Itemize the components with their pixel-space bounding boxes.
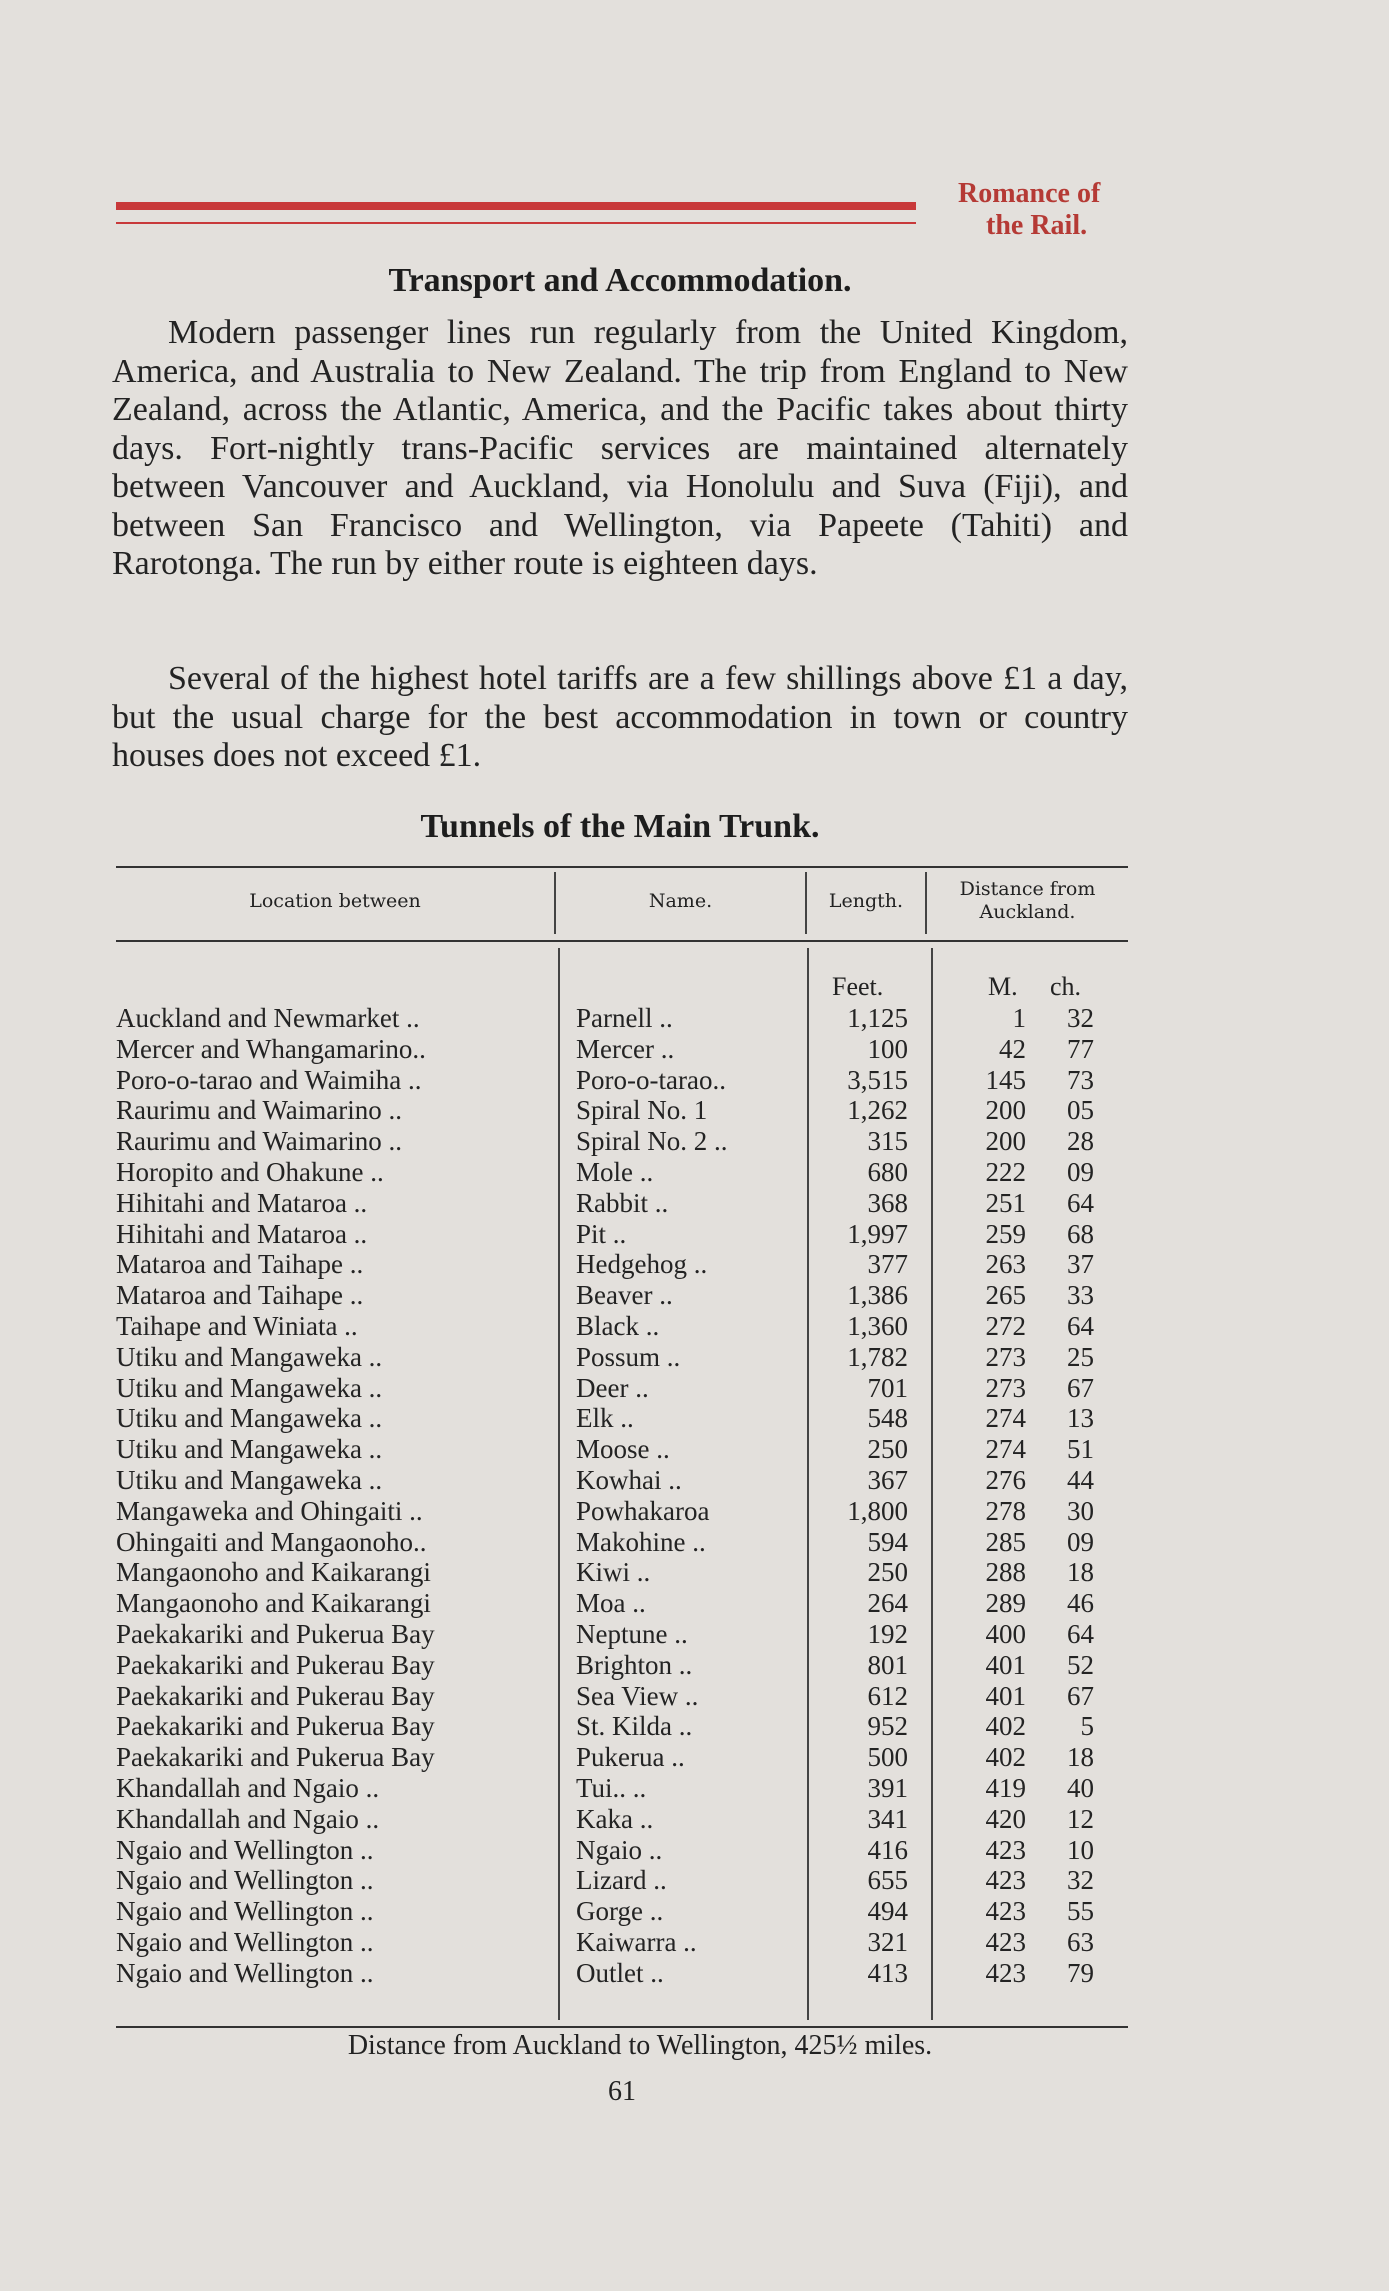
cell-miles: 423: [985, 1957, 1026, 1988]
cell-length: 548: [867, 1403, 908, 1434]
cell-chains: 5: [1080, 1711, 1094, 1742]
cell-location: Taihape and Winiata ..: [116, 1311, 358, 1341]
table-row: [0, 1927, 1389, 1958]
cell-chains: 67: [1067, 1680, 1094, 1711]
cell-name: Poro-o-tarao..: [576, 1064, 726, 1095]
cell-name: Neptune ..: [576, 1619, 688, 1649]
table-row: [0, 1126, 1389, 1157]
table-row: [0, 1496, 1389, 1527]
cell-name: Makohine ..: [576, 1526, 706, 1557]
cell-length: 952: [867, 1711, 908, 1742]
cell-location: Poro-o-tarao and Waimiha ..: [116, 1064, 422, 1095]
cell-length: 801: [867, 1649, 908, 1680]
column-header-distance-line2: Auckland.: [979, 901, 1076, 923]
cell-location: Paekakariki and Pukerau Bay: [116, 1649, 435, 1680]
cell-length: 494: [867, 1896, 908, 1927]
table-row: [0, 1157, 1389, 1188]
cell-location: Ngaio and Wellington ..: [116, 1927, 374, 1957]
column-header-location: Location between: [249, 890, 421, 912]
table-row: [0, 1804, 1389, 1835]
table-row: [0, 1065, 1389, 1096]
table-row: [0, 1342, 1389, 1373]
cell-length: 680: [867, 1157, 908, 1187]
cell-miles: 423: [985, 1896, 1026, 1927]
cell-miles: 288: [985, 1557, 1026, 1588]
cell-chains: 13: [1067, 1403, 1094, 1434]
paragraph-hotels-text: Several of the highest hotel tariffs are a few shillings above £1 a day, but the usual charge for the best accommodation in town or country houses does not exceed £1.: [112, 660, 1128, 774]
cell-location: Raurimu and Waimarino ..: [116, 1126, 403, 1157]
table-row: [0, 1958, 1389, 1989]
cell-miles: 251: [985, 1187, 1026, 1218]
table-row: [0, 1619, 1389, 1650]
cell-name: Beaver ..: [576, 1280, 673, 1311]
paragraph-transport-text: Modern passenger lines run regularly from the United Kingdom, America, and Australia to New Zealand. The trip from England to New Zealand, across the Atlantic, America, and the Pacific takes about thirty days. Fort-nightly trans-Pacific services are maintained alternately between Vancouver and Auckland, via Honolulu and Suva (Fiji), and between San Francisco and Wellington, via Papeete (Tahiti) and Rarotonga. The run by either route is eighteen days.: [112, 314, 1128, 582]
cell-chains: 32: [1067, 1865, 1094, 1896]
cell-length: 655: [867, 1865, 908, 1896]
cell-miles: 276: [985, 1465, 1026, 1495]
cell-length: 594: [867, 1526, 908, 1557]
cell-chains: 09: [1067, 1526, 1094, 1557]
cell-location: Hihitahi and Mataroa ..: [116, 1218, 368, 1249]
cell-name: Gorge ..: [576, 1896, 664, 1927]
cell-miles: 289: [985, 1588, 1026, 1619]
cell-name: Pit ..: [576, 1218, 627, 1249]
cell-location: Paekakariki and Pukerau Bay: [116, 1680, 435, 1711]
cell-length: 612: [867, 1680, 908, 1711]
cell-miles: 200: [985, 1126, 1026, 1157]
table-row: [0, 1557, 1389, 1588]
table-row: [0, 1465, 1389, 1496]
table-row: [0, 1773, 1389, 1804]
table-row: [0, 1434, 1389, 1465]
cell-miles: 400: [985, 1619, 1026, 1649]
table-rule-top: [116, 866, 1128, 868]
cell-length: 500: [867, 1742, 908, 1773]
table-row: [0, 1650, 1389, 1681]
cell-length: 701: [867, 1372, 908, 1403]
cell-chains: 52: [1067, 1649, 1094, 1680]
cell-length: 250: [867, 1557, 908, 1588]
cell-miles: 274: [985, 1434, 1026, 1465]
header-rule-thick: [116, 202, 916, 210]
section-title-tunnels: Tunnels of the Main Trunk.: [420, 808, 820, 845]
cell-chains: 55: [1067, 1896, 1094, 1927]
cell-name: Elk ..: [576, 1403, 634, 1434]
cell-chains: 37: [1067, 1249, 1094, 1280]
table-row: [0, 1311, 1389, 1342]
cell-name: Parnell ..: [576, 1003, 673, 1033]
unit-chains: ch.: [1050, 972, 1082, 1001]
cell-miles: 273: [985, 1341, 1026, 1372]
cell-name: Pukerua ..: [576, 1742, 685, 1773]
cell-name: Moose ..: [576, 1434, 670, 1465]
cell-length: 100: [867, 1033, 908, 1064]
cell-name: Deer ..: [576, 1372, 649, 1403]
cell-chains: 79: [1067, 1957, 1094, 1988]
footer-note: Distance from Auckland to Wellington, 425½ miles.: [347, 2030, 933, 2061]
cell-length: 341: [867, 1803, 908, 1834]
cell-chains: 51: [1067, 1434, 1094, 1465]
cell-length: 192: [867, 1619, 908, 1649]
cell-length: 315: [867, 1126, 908, 1157]
running-head-line2: the Rail.: [986, 210, 1088, 241]
cell-name: Powhakaroa: [576, 1495, 710, 1526]
cell-miles: 401: [985, 1680, 1026, 1711]
cell-name: Rabbit ..: [576, 1187, 669, 1218]
cell-location: Ngaio and Wellington ..: [116, 1957, 374, 1988]
cell-miles: 285: [985, 1526, 1026, 1557]
table-row: [0, 1373, 1389, 1404]
cell-location: Horopito and Ohakune ..: [116, 1157, 384, 1187]
cell-length: 413: [867, 1957, 908, 1988]
cell-chains: 64: [1067, 1619, 1094, 1649]
table-row: [0, 1188, 1389, 1219]
cell-location: Mangaweka and Ohingaiti ..: [116, 1495, 423, 1526]
cell-name: Kiwi ..: [576, 1557, 651, 1588]
cell-miles: 402: [985, 1711, 1026, 1742]
cell-chains: 05: [1067, 1095, 1094, 1126]
cell-name: Spiral No. 2 ..: [576, 1126, 728, 1157]
cell-name: Possum ..: [576, 1341, 681, 1372]
cell-miles: 401: [985, 1649, 1026, 1680]
cell-miles: 263: [985, 1249, 1026, 1280]
cell-miles: 259: [985, 1218, 1026, 1249]
cell-name: Lizard ..: [576, 1865, 667, 1896]
cell-miles: 402: [985, 1742, 1026, 1773]
cell-name: Outlet ..: [576, 1957, 664, 1988]
running-head-line1: Romance of: [958, 178, 1101, 209]
cell-location: Utiku and Mangaweka ..: [116, 1372, 383, 1403]
cell-location: Mangaonoho and Kaikarangi: [116, 1557, 431, 1588]
cell-chains: 63: [1067, 1927, 1094, 1957]
cell-chains: 67: [1067, 1372, 1094, 1403]
cell-location: Utiku and Mangaweka ..: [116, 1403, 383, 1434]
cell-miles: 222: [985, 1157, 1026, 1187]
paragraph-hotels: [112, 660, 1128, 776]
column-header-length: Length.: [828, 890, 904, 912]
cell-chains: 09: [1067, 1157, 1094, 1187]
cell-length: 1,782: [847, 1341, 908, 1372]
paragraph-transport: [112, 314, 1128, 584]
cell-name: Sea View ..: [576, 1680, 699, 1711]
cell-miles: 423: [985, 1834, 1026, 1865]
cell-location: Hihitahi and Mataroa ..: [116, 1187, 368, 1218]
cell-chains: 64: [1067, 1187, 1094, 1218]
cell-chains: 18: [1067, 1557, 1094, 1588]
cell-length: 391: [867, 1773, 908, 1803]
cell-location: Khandallah and Ngaio ..: [116, 1803, 380, 1834]
header-rule-thin: [116, 222, 916, 224]
cell-name: Kaka ..: [576, 1803, 654, 1834]
cell-length: 264: [867, 1588, 908, 1619]
cell-length: 1,800: [847, 1495, 908, 1526]
table-row: [0, 1865, 1389, 1896]
cell-location: Ngaio and Wellington ..: [116, 1896, 374, 1927]
cell-location: Mercer and Whangamarino..: [116, 1033, 426, 1064]
cell-miles: 200: [985, 1095, 1026, 1126]
cell-location: Paekakariki and Pukerua Bay: [116, 1742, 435, 1773]
cell-chains: 10: [1067, 1834, 1094, 1865]
cell-location: Ohingaiti and Mangaonoho..: [116, 1526, 427, 1557]
cell-name: Kaiwarra ..: [576, 1927, 697, 1957]
table-row: [0, 1249, 1389, 1280]
table-row: [0, 1219, 1389, 1250]
column-header-name: Name.: [648, 890, 713, 912]
cell-miles: 42: [999, 1033, 1026, 1064]
cell-location: Utiku and Mangaweka ..: [116, 1434, 383, 1465]
cell-chains: 77: [1067, 1033, 1094, 1064]
table-row: [0, 1711, 1389, 1742]
cell-length: 367: [867, 1465, 908, 1495]
cell-name: Ngaio ..: [576, 1834, 663, 1865]
cell-length: 1,125: [847, 1003, 908, 1033]
cell-chains: 12: [1067, 1803, 1094, 1834]
cell-miles: 272: [985, 1311, 1026, 1341]
cell-location: Ngaio and Wellington ..: [116, 1834, 374, 1865]
table-row: [0, 1742, 1389, 1773]
cell-location: Mangaonoho and Kaikarangi: [116, 1588, 431, 1619]
cell-chains: 18: [1067, 1742, 1094, 1773]
running-head: [958, 178, 1100, 242]
cell-chains: 32: [1067, 1003, 1094, 1033]
table-row: [0, 1034, 1389, 1065]
cell-chains: 44: [1067, 1465, 1094, 1495]
cell-length: 250: [867, 1434, 908, 1465]
table-row: [0, 1280, 1389, 1311]
unit-feet: Feet.: [832, 972, 884, 1001]
cell-name: Tui.. ..: [576, 1773, 647, 1803]
cell-location: Khandallah and Ngaio ..: [116, 1773, 380, 1803]
cell-miles: 419: [985, 1773, 1026, 1803]
cell-location: Mataroa and Taihape ..: [116, 1280, 364, 1311]
cell-chains: 64: [1067, 1311, 1094, 1341]
cell-location: Utiku and Mangaweka ..: [116, 1465, 383, 1495]
cell-length: 368: [867, 1187, 908, 1218]
cell-chains: 33: [1067, 1280, 1094, 1311]
cell-name: Black ..: [576, 1311, 660, 1341]
cell-name: Hedgehog ..: [576, 1249, 708, 1280]
cell-chains: 73: [1067, 1064, 1094, 1095]
cell-name: Moa ..: [576, 1588, 646, 1619]
cell-miles: 278: [985, 1495, 1026, 1526]
cell-length: 3,515: [847, 1064, 908, 1095]
cell-name: Mole ..: [576, 1157, 654, 1187]
table-row: [0, 1681, 1389, 1712]
cell-location: Raurimu and Waimarino ..: [116, 1095, 403, 1126]
cell-chains: 68: [1067, 1218, 1094, 1249]
cell-chains: 40: [1067, 1773, 1094, 1803]
cell-miles: 423: [985, 1865, 1026, 1896]
table-row: [0, 1403, 1389, 1434]
cell-location: Paekakariki and Pukerua Bay: [116, 1619, 435, 1649]
cell-chains: 46: [1067, 1588, 1094, 1619]
cell-chains: 30: [1067, 1495, 1094, 1526]
cell-length: 416: [867, 1834, 908, 1865]
page-number: 61: [608, 2076, 636, 2107]
table-row: [0, 1003, 1389, 1034]
cell-length: 377: [867, 1249, 908, 1280]
cell-length: 1,262: [847, 1095, 908, 1126]
table-row: [0, 1095, 1389, 1126]
cell-location: Auckland and Newmarket ..: [116, 1003, 420, 1033]
cell-miles: 145: [985, 1064, 1026, 1095]
cell-name: Spiral No. 1: [576, 1095, 708, 1126]
cell-location: Paekakariki and Pukerua Bay: [116, 1711, 435, 1742]
unit-miles: M.: [988, 972, 1018, 1001]
table-rule-header: [116, 940, 1128, 942]
cell-location: Utiku and Mangaweka ..: [116, 1341, 383, 1372]
cell-name: St. Kilda ..: [576, 1711, 693, 1742]
cell-chains: 25: [1067, 1341, 1094, 1372]
cell-name: Brighton ..: [576, 1649, 693, 1680]
cell-miles: 273: [985, 1372, 1026, 1403]
cell-miles: 265: [985, 1280, 1026, 1311]
cell-miles: 423: [985, 1927, 1026, 1957]
cell-location: Mataroa and Taihape ..: [116, 1249, 364, 1280]
section-title-transport: Transport and Accommodation.: [388, 262, 852, 299]
table-rule-bottom: [116, 2026, 1128, 2028]
cell-length: 1,386: [847, 1280, 908, 1311]
cell-length: 321: [867, 1927, 908, 1957]
cell-miles: 274: [985, 1403, 1026, 1434]
column-header-distance-line1: Distance from: [959, 878, 1096, 900]
column-header-distance: [927, 878, 1128, 924]
table-row: [0, 1527, 1389, 1558]
cell-location: Ngaio and Wellington ..: [116, 1865, 374, 1896]
cell-name: Kowhai ..: [576, 1465, 682, 1495]
cell-miles: 1: [1012, 1003, 1026, 1033]
table-row: [0, 1896, 1389, 1927]
cell-chains: 28: [1067, 1126, 1094, 1157]
cell-length: 1,997: [847, 1218, 908, 1249]
table-row: [0, 1588, 1389, 1619]
cell-miles: 420: [985, 1803, 1026, 1834]
cell-name: Mercer ..: [576, 1033, 675, 1064]
cell-length: 1,360: [847, 1311, 908, 1341]
table-row: [0, 1835, 1389, 1866]
